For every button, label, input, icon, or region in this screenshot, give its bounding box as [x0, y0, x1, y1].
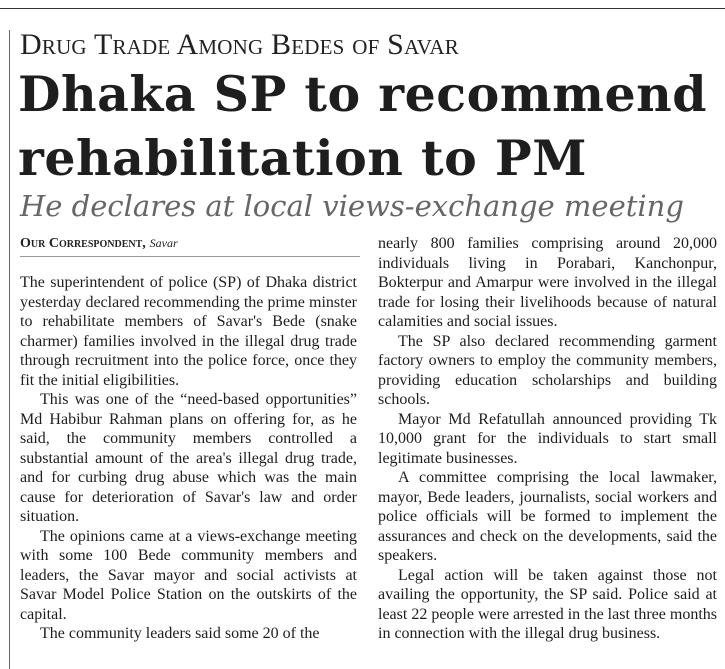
byline	[20, 235, 178, 252]
paragraph: This was one of the “need-based opportunities” Md Habibur Rahman plans on offering for, as he said, the community members controlled a substantial amount of the area's illegal drug trade, and for curbing drug abuse which was the main cause for deterioration of Savar's law and order situation.	[20, 391, 357, 525]
paragraph: The superintendent of police (SP) of Dhaka district yesterday declared recommending the prime minster to rehabilitate members of Savar's Bede (snake charmer) families involved in the illegal drug trade through recruitment into the police force, once they fit the initial eligibilities.	[20, 274, 357, 389]
paragraph: Legal action will be taken against those not availing the opportunity, the SP said. Police said at least 22 people were arrested in the last three months in connection with the illegal drug business.	[378, 566, 717, 642]
paragraph: nearly 800 families comprising around 20,000 individuals living in Porabari, Kanchonpur, Bokterpur and Amarpur were involved in the illegal trade for losing their livelihoods because of natural calamities and social issues.	[378, 235, 717, 330]
byline-divider	[20, 256, 360, 257]
article-subheadline: He declares at local views-exchange meeting	[20, 189, 684, 223]
article-column-right	[378, 234, 717, 644]
left-border-rule	[9, 30, 10, 669]
top-border-rule	[0, 8, 725, 9]
paragraph: The community leaders said some 20 of the	[40, 625, 320, 642]
paragraph: Mayor Md Refatullah announced providing Tk 10,000 grant for the individuals to start small legitimate businesses.	[378, 410, 717, 467]
article-headline	[18, 62, 723, 190]
headline-line-2: rehabilitation to PM	[18, 129, 587, 187]
headline-line-1: Dhaka SP to recommend	[18, 65, 708, 123]
byline-author: Our Correspondent,	[20, 236, 146, 251]
article-column-left	[20, 273, 357, 644]
paragraph: The SP also declared recommending garment factory owners to employ the community members, providing education scholarships and building schools.	[378, 332, 717, 408]
paragraph: The opinions came at a views-exchange meeting with some 100 Bede community members and leaders, the Savar mayor and social activists at Savar Model Police Station on the outskirts of the capital.	[20, 527, 357, 623]
article-kicker: Drug Trade Among Bedes of Savar	[20, 28, 459, 61]
paragraph: A committee comprising the local lawmaker, mayor, Bede leaders, journalists, social workers and police officials will be formed to implement the assurances and check on the developments, said the speakers.	[378, 469, 717, 564]
byline-location: Savar	[149, 236, 178, 250]
